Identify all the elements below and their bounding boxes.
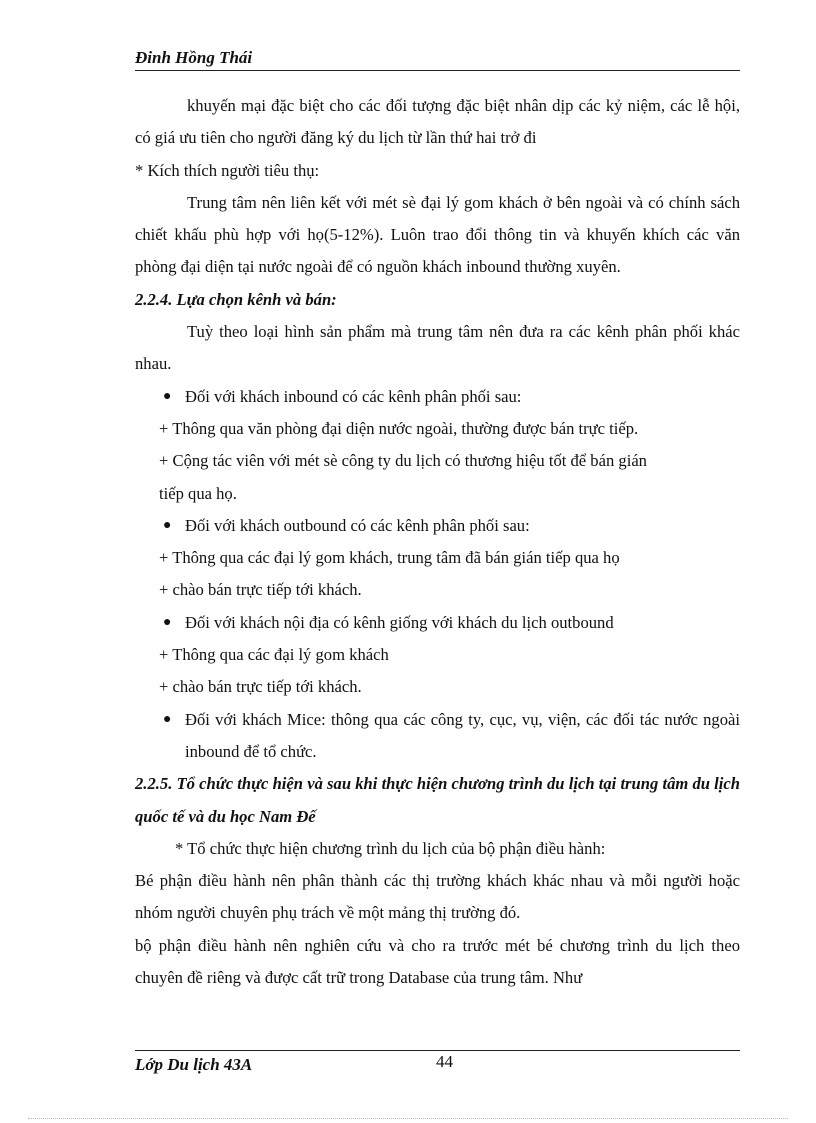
- bullet-inbound: ● Đối với khách inbound có các kênh phân phối sau:: [135, 381, 740, 413]
- bullet-domestic: ● Đối với khách nội địa có kênh giống với khách du lịch outbound: [135, 607, 740, 639]
- section-heading-2-2-5: 2.2.5. Tổ chức thực hiện và sau khi thực hiện chương trình du lịch tại trung tâm du lịch quốc tế và du học Nam Đế: [135, 774, 740, 826]
- bullet-icon: ●: [163, 517, 172, 533]
- bullet-icon: ●: [163, 614, 172, 630]
- plus-item-domestic-1: + Thông qua các đại lý gom khách: [159, 645, 389, 665]
- plus-item-inbound-1: + Thông qua văn phòng đại diện nước ngoài, thường được bán trực tiếp.: [159, 418, 639, 438]
- page-header-author: Đinh Hồng Thái: [135, 48, 740, 71]
- plus-item-outbound-1: + Thông qua các đại lý gom khách, trung tâm đã bán gián tiếp qua họ: [159, 548, 620, 568]
- paragraph-operations-research: bộ phận điều hành nên nghiên cứu và cho ra trước mét bé chương trình du lịch theo chuyên đề riêng và được cất trữ trong Database của trung tâm. Như: [135, 935, 740, 988]
- section-heading-2-2-4: 2.2.4. Lựa chọn kênh và bán:: [135, 289, 337, 309]
- bullet-icon: ●: [163, 388, 172, 404]
- paragraph-organize-title: * Tổ chức thực hiện chương trình du lịch của bộ phận điều hành:: [175, 838, 606, 858]
- plus-item-outbound-2: + chào bán trực tiếp tới khách.: [159, 580, 362, 600]
- bullet-mice: ● Đối với khách Mice: thông qua các công ty, cục, vụ, viện, các đối tác nước ngoài inbound để tổ chức.: [135, 704, 740, 769]
- paragraph-consumer-stimulus-title: * Kích thích người tiêu thụ:: [135, 160, 320, 180]
- footer-divider: [135, 1050, 740, 1051]
- bullet-outbound: ● Đối với khách outbound có các kênh phân phối sau:: [135, 510, 740, 542]
- page-bottom-dotted-line: [28, 1118, 788, 1119]
- paragraph-distribution-intro: Tuỳ theo loại hình sản phẩm mà trung tâm nên đưa ra các kênh phân phối khác nhau.: [135, 322, 740, 374]
- bullet-icon: ●: [163, 711, 172, 727]
- plus-item-inbound-2: + Cộng tác viên với mét sè công ty du lịch có thương hiệu tốt để bán gián tiếp qua họ.: [159, 451, 647, 503]
- footer-class-name: Lớp Du lịch 43A: [135, 1055, 253, 1074]
- paragraph-promotion: khuyến mại đặc biệt cho các đối tượng đặc biệt nhân dịp các kỷ niệm, các lễ hội, có giá ưu tiên cho người đăng ký du lịch từ lần thứ hai trở đi: [135, 96, 740, 148]
- plus-item-domestic-2: + chào bán trực tiếp tới khách.: [159, 677, 362, 697]
- page-number: 44: [436, 1052, 453, 1071]
- document-body: [135, 90, 740, 994]
- paragraph-operations-division: Bé phận điều hành nên phân thành các thị trường khách khác nhau và mỗi người hoặc nhóm người chuyên phụ trách về một mảng thị trường đó.: [135, 871, 740, 923]
- paragraph-agency-linking: Trung tâm nên liên kết với mét sè đại lý gom khách ở bên ngoài và có chính sách chiết khấu phù hợp với họ(5-12%). Luôn trao đổi thông tin và khuyến khích các văn phòng đại diện tại nước ngoài để có nguồn khách inbound thường xuyên.: [135, 192, 740, 277]
